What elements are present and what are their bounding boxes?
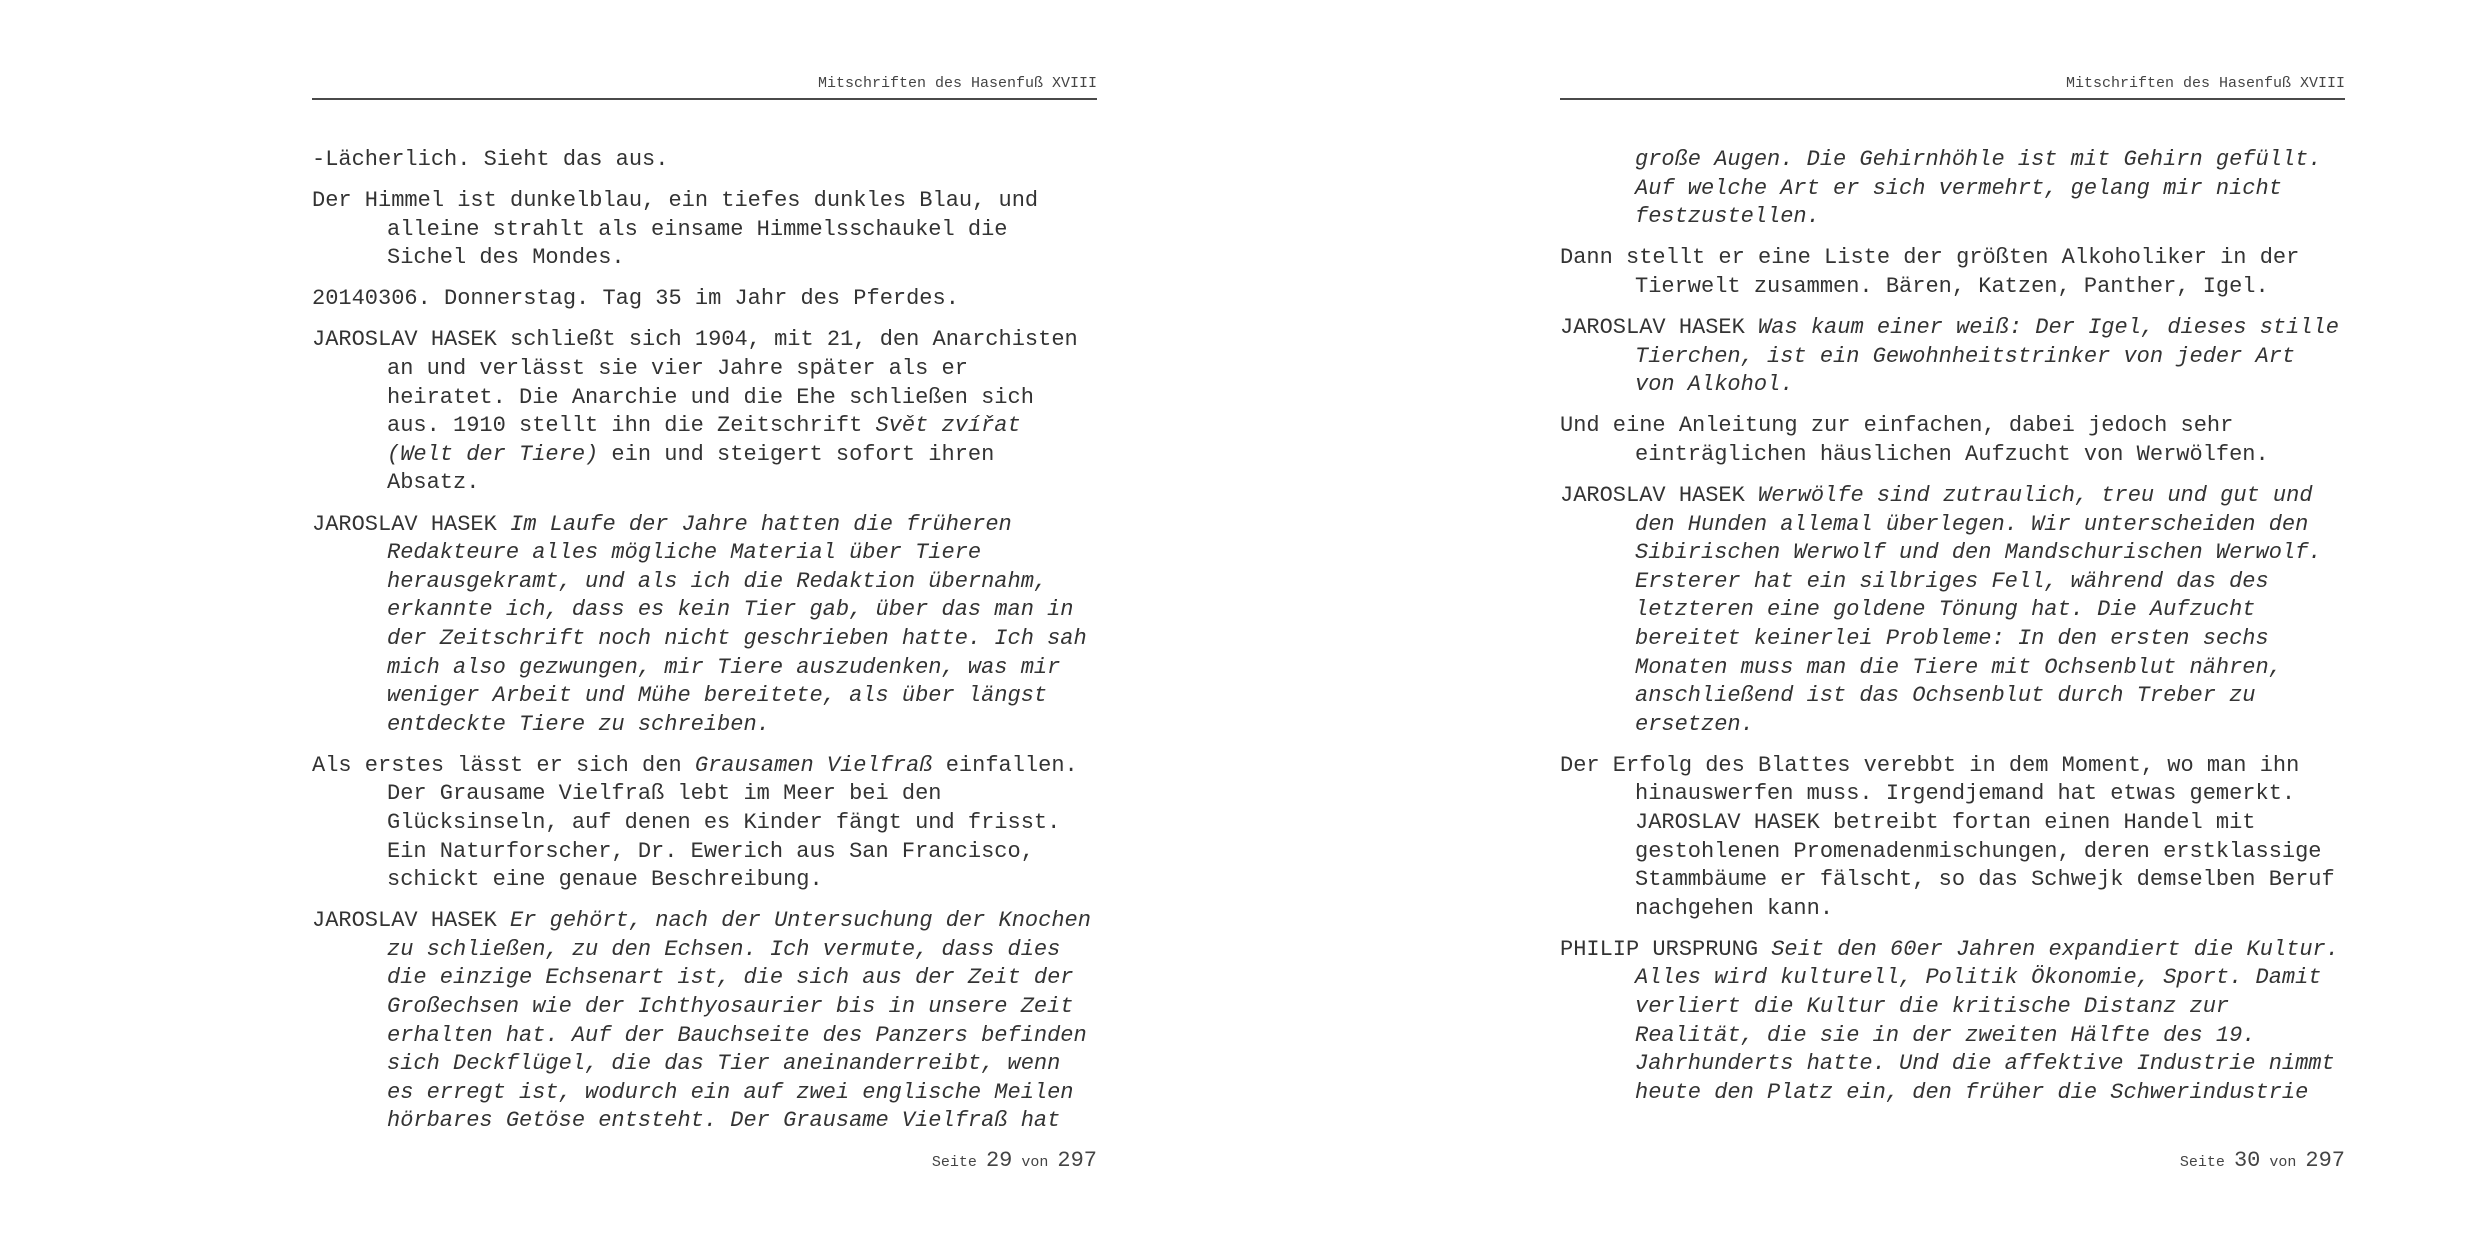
text-segment: JAROSLAV HASEK bbox=[312, 908, 511, 934]
footer-separator: von bbox=[2269, 1154, 2297, 1171]
text-segment: JAROSLAV HASEK schließt sich 1904, mit 21, den Anarchisten an und verlässt sie vier Jahre später als er heiratet. Die Anarchie und die Ehe schließen sich aus. 1910 stellt ihn die Zeitschrift bbox=[312, 327, 1078, 439]
running-header: Mitschriften des Hasenfuß XVIII bbox=[2065, 75, 2345, 92]
total-pages: 297 bbox=[1057, 1148, 1097, 1173]
page-number: 30 bbox=[2233, 1148, 2261, 1173]
italic-text: Svět zvířat (Welt der Tiere) bbox=[387, 413, 1021, 467]
italic-text: Was kaum einer weiß: Der Igel, dieses stille Tierchen, ist ein Gewohnheitstrinker von jeder Art von Alkohol. bbox=[1635, 314, 2339, 398]
text-segment: JAROSLAV HASEK bbox=[1560, 314, 1759, 340]
paragraph bbox=[1560, 244, 2345, 301]
left-page bbox=[312, 0, 1097, 1240]
header-rule bbox=[312, 98, 1097, 100]
paragraph bbox=[312, 511, 1097, 740]
paragraph bbox=[1560, 752, 2345, 924]
text-segment: PHILIP URSPRUNG bbox=[1560, 936, 1772, 962]
italic-text: Werwölfe sind zutraulich, treu und gut und den Hunden allemal überlegen. Wir unterscheiden den Sibirischen Werwolf und den Mandschurischen Werwolf. Ersterer hat ein silbriges Fell, während das des letzteren eine goldene Tönung hat. Die Aufzucht bereitet keinerlei Probleme: In den ersten sechs Monaten muss man die Tiere mit Ochsenblut nähren, anschließend ist das Ochsenblut durch Treber zu ersetzen. bbox=[1635, 482, 2322, 737]
text-segment: Der Himmel ist dunkelblau, ein tiefes dunkles Blau, und alleine strahlt als einsame Himmelsschaukel die Sichel des Mondes. bbox=[312, 188, 1039, 271]
italic-text: Seit den 60er Jahren expandiert die Kultur. Alles wird kulturell, Politik Ökonomie, Sport. Damit verliert die Kultur die kritische Distanz zur Realität, die sie in der zweiten Hälfte des 19. Jahrhunderts hatte. Und die affektive Industrie nimmt heute den Platz ein, den früher die Schwerindustrie bbox=[1635, 936, 2339, 1105]
italic-text: große Augen. Die Gehirnhöhle ist mit Gehirn gefüllt. Auf welche Art er sich vermehrt, gelang mir nicht festzustellen. bbox=[1635, 147, 2322, 230]
paragraph bbox=[1560, 936, 2345, 1108]
text-segment: Und eine Anleitung zur einfachen, dabei jedoch sehr einträglichen häuslichen Aufzucht von Werwölfen. bbox=[1560, 413, 2269, 467]
footer-prefix: Seite bbox=[931, 1154, 977, 1171]
text-segment: -Lächerlich. Sieht das aus. bbox=[312, 147, 669, 172]
footer-separator: von bbox=[1021, 1154, 1049, 1171]
paragraph bbox=[312, 187, 1097, 273]
page-footer bbox=[312, 1148, 1097, 1173]
paragraph bbox=[312, 752, 1097, 895]
page-footer bbox=[1560, 1148, 2345, 1173]
text-segment: Dann stellt er eine Liste der größten Alkoholiker in der Tierwelt zusammen. Bären, Katzen, Panther, Igel. bbox=[1560, 245, 2300, 299]
italic-text: Im Laufe der Jahre hatten die früheren Redakteure alles mögliche Material über Tiere herausgekramt, und als ich die Redaktion übernahm, erkannte ich, dass es kein Tier gab, über das man in der Zeitschrift noch nicht geschrieben hatte. Ich sah mich also gezwungen, mir Tiere auszudenken, was mir weniger Arbeit und Mühe bereitete, als über längst entdeckte Tiere zu schreiben. bbox=[387, 511, 1087, 737]
paragraph bbox=[312, 326, 1097, 498]
paragraph bbox=[312, 146, 1097, 175]
paragraph bbox=[312, 285, 1097, 314]
paragraph bbox=[312, 907, 1097, 1136]
continued-paragraph bbox=[1560, 146, 2345, 232]
header-rule bbox=[1560, 98, 2345, 100]
text-segment: JAROSLAV HASEK bbox=[312, 511, 511, 537]
italic-text: Er gehört, nach der Untersuchung der Knochen zu schließen, zu den Echsen. Ich vermute, dass dies die einzige Echsenart ist, die sich aus der Zeit der Großechsen wie der Ichthyosaurier bis in unsere Zeit erhalten hat. Auf der Bauchseite des Panzers befinden sich Deckflügel, die das Tier aneinanderreibt, wenn es erregt ist, wodurch ein auf zwei englische Meilen hörbares Getöse entsteht. Der Grausame Vielfraß hat bbox=[387, 908, 1091, 1134]
page-number: 29 bbox=[985, 1148, 1013, 1173]
text-segment: 20140306. Donnerstag. Tag 35 im Jahr des Pferdes. bbox=[312, 286, 959, 312]
footer-prefix: Seite bbox=[2179, 1154, 2225, 1171]
paragraph bbox=[1560, 482, 2345, 739]
italic-text: Grausamen Vielfraß bbox=[694, 752, 933, 778]
running-header: Mitschriften des Hasenfuß XVIII bbox=[817, 75, 1097, 92]
page-body bbox=[312, 146, 1097, 1149]
page-body bbox=[1560, 146, 2345, 1120]
paragraph bbox=[1560, 412, 2345, 469]
right-page bbox=[1560, 0, 2345, 1240]
text-segment: ein und steigert sofort ihren Absatz. bbox=[387, 441, 995, 496]
text-segment: einfallen. Der Grausame Vielfraß lebt im Meer bei den Glücksinseln, auf denen es Kinder fängt und frisst. Ein Naturforscher, Dr. Ewerich aus San Francisco, schickt eine genaue Beschreibung. bbox=[387, 752, 1078, 893]
text-segment: Der Erfolg des Blattes verebbt in dem Moment, wo man ihn hinauswerfen muss. Irgendjemand hat etwas gemerkt. JAROSLAV HASEK betreibt fortan einen Handel mit gestohlenen Promenadenmischungen, deren erstklassige Stammbäume er fälscht, so das Schwejk demselben Beruf nachgehen kann. bbox=[1560, 752, 2335, 921]
text-segment: JAROSLAV HASEK bbox=[1560, 482, 1759, 508]
text-segment: Als erstes lässt er sich den bbox=[312, 752, 695, 778]
paragraph bbox=[1560, 314, 2345, 400]
total-pages: 297 bbox=[2305, 1148, 2345, 1173]
